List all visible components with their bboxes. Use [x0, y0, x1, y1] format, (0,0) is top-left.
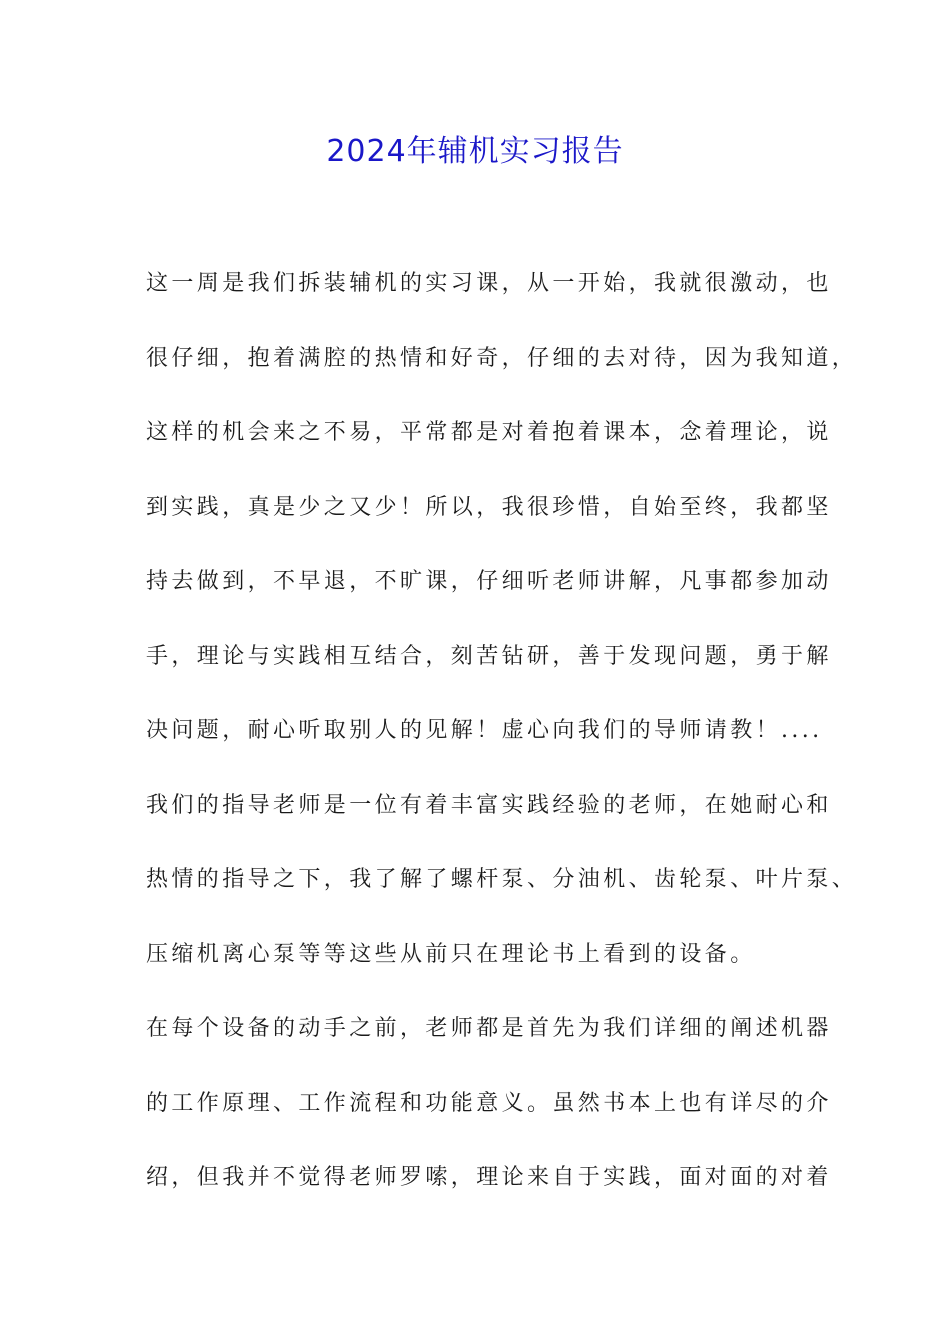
- text-line: 在每个设备的动手之前，老师都是首先为我们详细的阐述机器: [146, 1016, 832, 1041]
- text-line: 决问题，耐心听取别人的见解！虚心向我们的导师请教！....: [146, 718, 823, 743]
- text-line: 很仔细，抱着满腔的热情和好奇，仔细的去对待，因为我知道，: [146, 345, 858, 371]
- text-line: 手，理论与实践相互结合，刻苦钻研，善于发现问题，勇于解: [146, 643, 832, 669]
- text-line: 持去做到，不早退，不旷课，仔细听老师讲解，凡事都参加动: [146, 569, 832, 594]
- text-line: 这样的机会来之不易，平常都是对着抱着课本，念着理论，说: [146, 420, 832, 445]
- text-line: 这一周是我们拆装辅机的实习课，从一开始，我就很激动，也: [146, 271, 832, 296]
- text-line: 绍，但我并不觉得老师罗嗦，理论来自于实践，面对面的对着: [146, 1165, 832, 1190]
- document-title: 2024年辅机实习报告: [326, 134, 624, 169]
- text-line: 压缩机离心泵等等这些从前只在理论书上看到的设备。: [146, 941, 756, 967]
- document-body: [146, 262, 858, 1231]
- text-line: 热情的指导之下，我了解了螺杆泵、分油机、齿轮泵、叶片泵、: [146, 867, 858, 892]
- text-line: 的工作原理、工作流程和功能意义。虽然书本上也有详尽的介: [146, 1090, 832, 1116]
- text-line: 到实践，真是少之又少！所以，我很珍惜，自始至终，我都坚: [146, 494, 832, 520]
- text-line: 我们的指导老师是一位有着丰富实践经验的老师，在她耐心和: [146, 792, 832, 818]
